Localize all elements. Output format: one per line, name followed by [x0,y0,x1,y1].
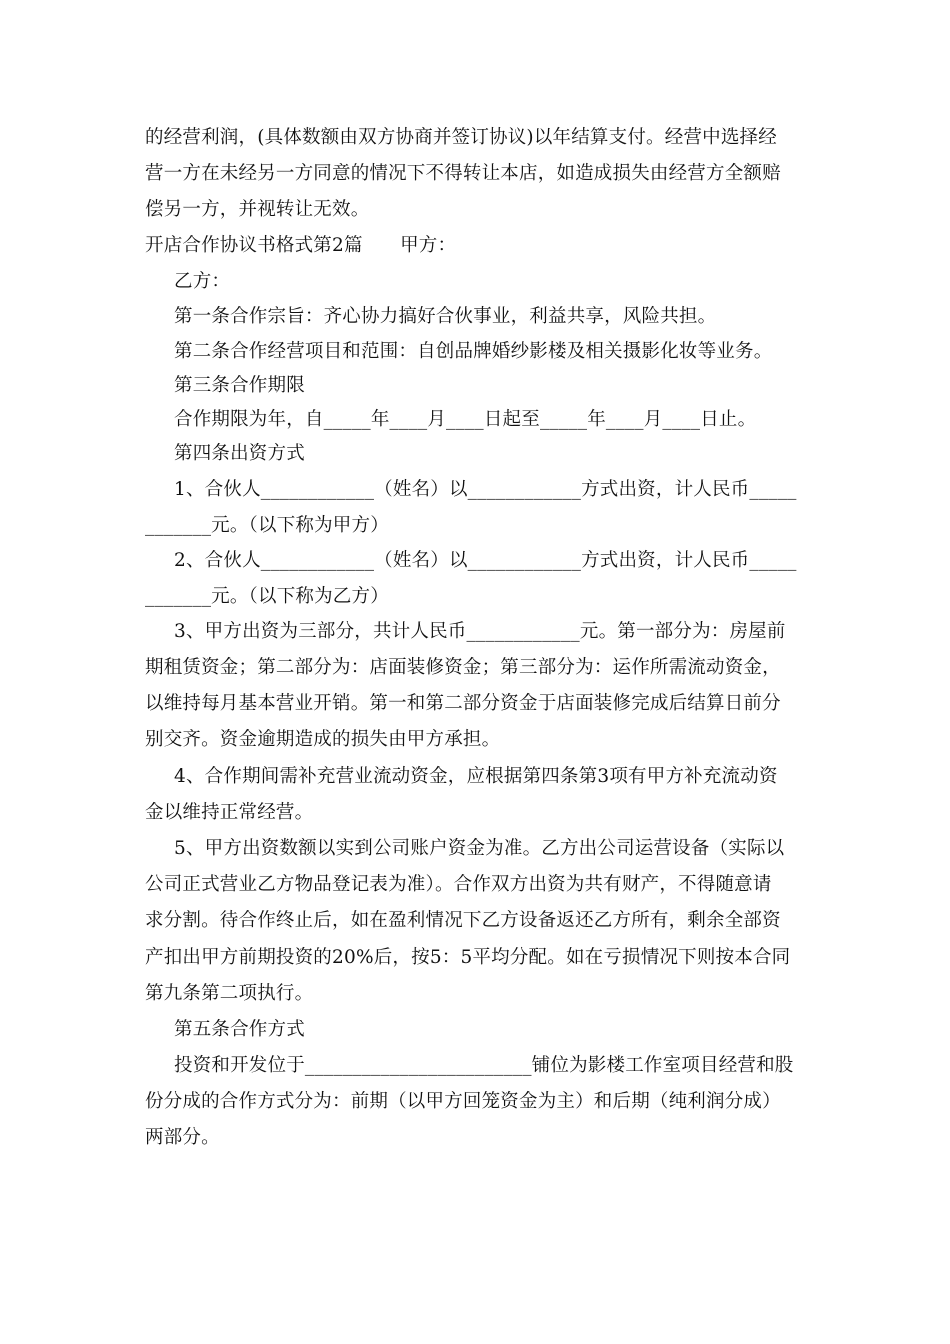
text-line: 第一条合作宗旨：齐心协力搞好合伙事业，利益共享，风险共担。 [174,306,717,327]
text-line: 营一方在未经另一方同意的情况下不得转让本店，如造成损失由经营方全额赔 [145,163,781,184]
text-line: 公司正式营业乙方物品登记表为准）。合作双方出资为共有财产，不得随意请 [145,874,772,895]
text-line: _______元。（以下称为甲方） [145,515,389,536]
text-line: 别交齐。资金逾期造成的损失由甲方承担。 [145,729,501,750]
text-line: 合作期限为年，自_____年____月____日起至_____年____月____日止。 [174,409,757,430]
section-heading: 开店合作协议书格式第2篇 甲方： [145,235,457,256]
text-line: 第二条合作经营项目和范围：自创品牌婚纱影楼及相关摄影化妆等业务。 [174,341,773,362]
text-line: 4、合作期间需补充营业流动资金，应根据第四条第3项有甲方补充流动资 [174,766,778,787]
text-line: 金以维持正常经营。 [145,802,314,823]
text-line: 第五条合作方式 [174,1019,305,1040]
text-line: 求分割。待合作终止后，如在盈利情况下乙方设备返还乙方所有，剩余全部资 [145,910,781,931]
text-line: 的经营利润，(具体数额由双方协商并签订协议)以年结算支付。经营中选择经 [145,127,777,148]
text-line: 两部分。 [145,1127,220,1148]
text-line: 1、合伙人____________（姓名）以____________方式出资，计人民币_____ [174,479,797,500]
text-line: 产扣出甲方前期投资的20%后，按5：5平均分配。如在亏损情况下则按本合同 [145,947,791,968]
text-line: 乙方： [174,271,231,292]
text-line: 期租赁资金；第二部分为：店面装修资金；第三部分为：运作所需流动资金， [145,657,781,678]
text-line: 2、合伙人____________（姓名）以____________方式出资，计人民币_____ [174,550,797,571]
text-line: 份分成的合作方式分为：前期（以甲方回笼资金为主）和后期（纯利润分成） [145,1091,781,1112]
text-line: 以维持每月基本营业开销。第一和第二部分资金于店面装修完成后结算日前分 [145,693,781,714]
text-line: _______元。（以下称为乙方） [145,586,389,607]
text-line: 第三条合作期限 [174,375,305,396]
text-line: 5、甲方出资数额以实到公司账户资金为准。乙方出公司运营设备（实际以 [174,838,785,859]
text-line: 投资和开发位于________________________铺位为影楼工作室项目经营和股 [174,1055,794,1076]
text-line: 3、甲方出资为三部分，共计人民币____________元。第一部分为：房屋前 [174,621,786,642]
text-line: 第九条第二项执行。 [145,983,314,1004]
text-line: 偿另一方，并视转让无效。 [145,199,370,220]
text-line: 第四条出资方式 [174,443,305,464]
